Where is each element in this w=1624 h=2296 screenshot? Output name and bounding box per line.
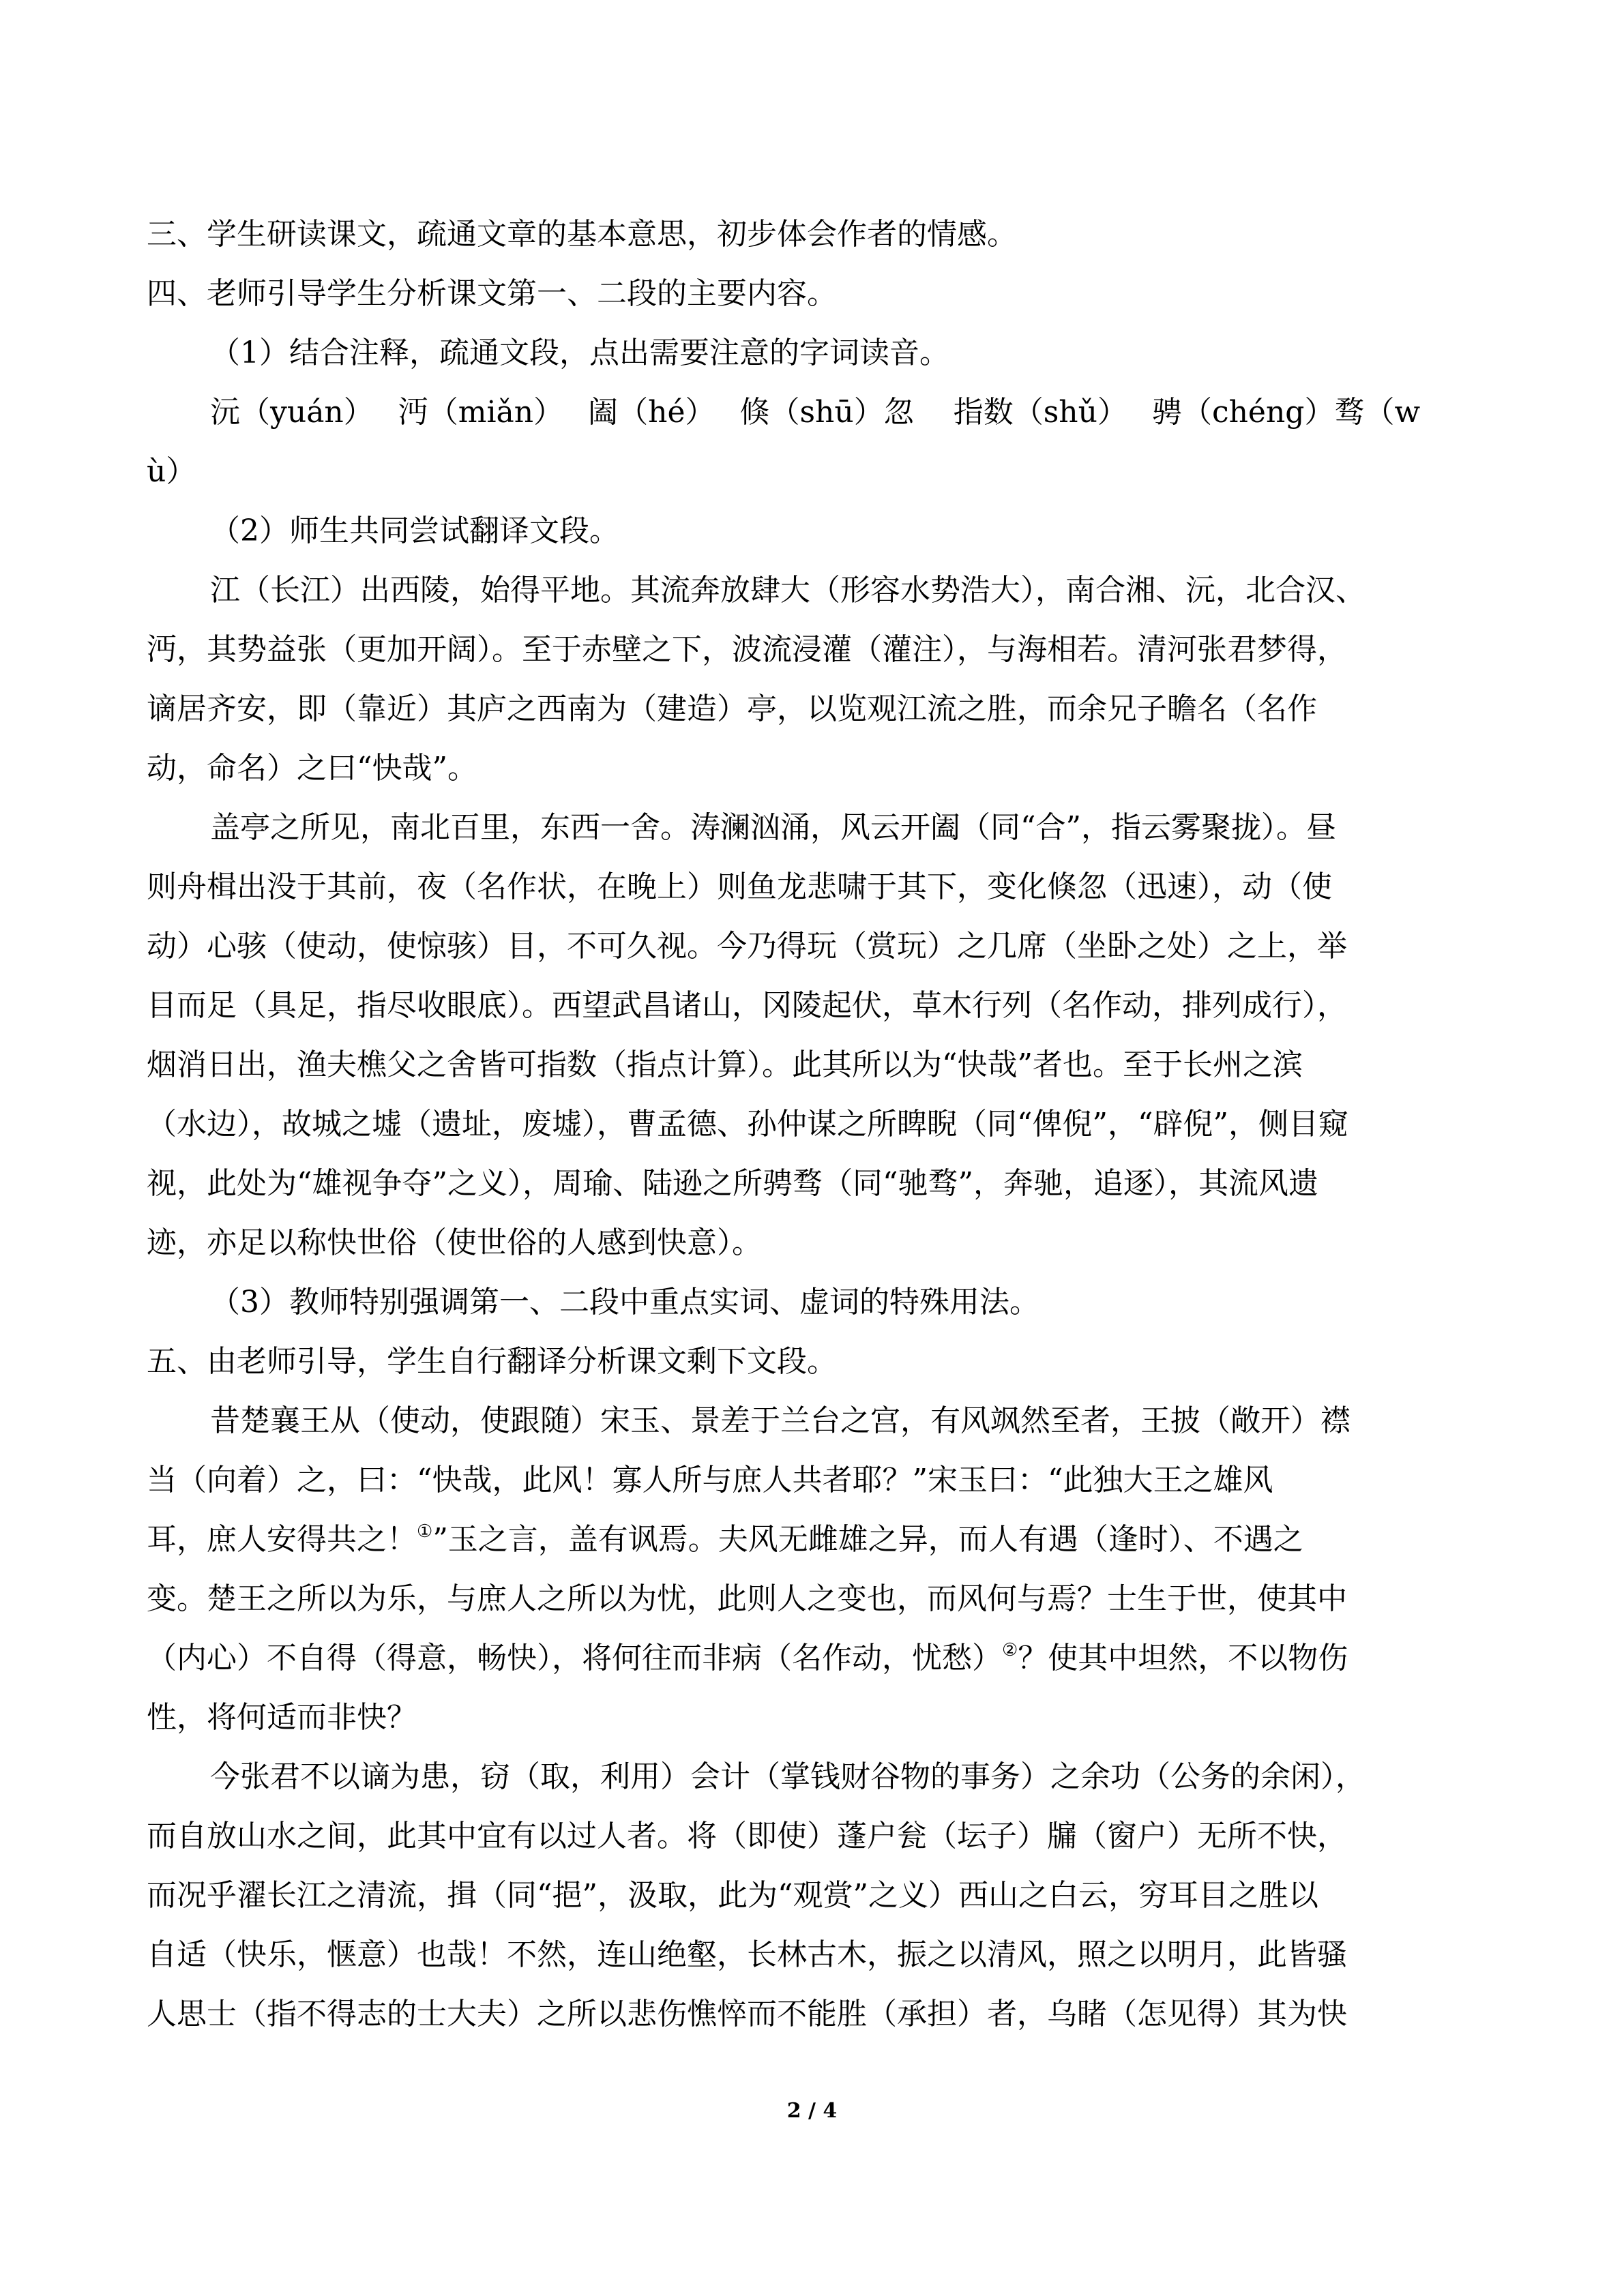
line-text: ù）	[147, 454, 196, 489]
line-text: 而自放山水之间，此其中宜有以过人者。将（即使）蓬户瓮（坛子）牖（窗户）无所不快，	[147, 1819, 1347, 1853]
text-line	[147, 1984, 1480, 2044]
line-text: 五、由老师引导，学生自行翻译分析课文剩下文段。	[147, 1344, 837, 1379]
line-text: 则舟楫出没于其前，夜（名作状，在晚上）则鱼龙悲啸于其下，变化倏忽（迅速），动（使	[147, 869, 1332, 904]
text-line	[147, 323, 1480, 383]
line-text: 迹，亦足以称快世俗（使世俗的人感到快意）。	[147, 1225, 762, 1260]
text-line	[147, 501, 1480, 561]
text-line	[147, 264, 1480, 323]
line-text: 沅（yuán） 沔（miǎn） 阖（hé） 倏（shū）忽 指数（shǔ） 骋（chéng）骛（w	[210, 395, 1421, 430]
text-line	[147, 383, 1480, 442]
text-line	[147, 679, 1480, 739]
line-text: 江（长江）出西陵，始得平地。其流奔放肆大（形容水势浩大），南合湘、沅，北合汉、	[210, 573, 1365, 608]
line-text: （3）教师特别强调第一、二段中重点实词、虚词的特殊用法。	[210, 1285, 1039, 1320]
line-text: 人思士（指不得志的士大夫）之所以悲伤憔悴而不能胜（承担）者，乌睹（怎见得）其为快	[147, 1997, 1347, 2031]
text-line	[147, 916, 1480, 976]
text-line	[147, 1154, 1480, 1213]
line-text: 烟消日出，渔夫樵父之舍皆可指数（指点计算）。此其所以为“快哉”者也。至于长州之滨	[147, 1047, 1303, 1082]
text-line	[147, 1688, 1480, 1747]
text-line	[147, 976, 1480, 1035]
document-body	[147, 205, 1480, 2044]
line-text: 目而足（具足，指尽收眼底）。西望武昌诸山，冈陵起伏，草木行列（名作动，排列成行），	[147, 988, 1347, 1023]
line-text: 四、老师引导学生分析课文第一、二段的主要内容。	[147, 276, 837, 311]
text-line	[147, 1450, 1480, 1510]
line-text: 耳，庶人安得共之！	[147, 1522, 417, 1557]
line-text: 谪居齐安，即（靠近）其庐之西南为（建造）亭，以览观江流之胜，而余兄子瞻名（名作	[147, 691, 1317, 726]
text-line	[147, 1925, 1480, 1984]
line-text-continued: ”玉之言，盖有讽焉。夫风无雌雄之异，而人有遇（逢时）、不遇之	[432, 1522, 1303, 1557]
text-line	[147, 205, 1480, 264]
line-text-continued: ？使其中坦然，不以物伤	[1018, 1641, 1348, 1675]
line-text: 而况乎濯长江之清流，揖（同“挹”，汲取，此为“观赏”之义）西山之白云，穷耳目之胜以	[147, 1878, 1318, 1913]
line-text: 动，命名）之曰“快哉”。	[147, 751, 477, 786]
text-line	[147, 1035, 1480, 1094]
text-line	[147, 1569, 1480, 1628]
line-text: 自适（快乐，惬意）也哉！不然，连山绝壑，长林古木，振之以清风，照之以明月，此皆骚	[147, 1937, 1347, 1972]
text-line	[147, 561, 1480, 620]
line-text: 昔楚襄王从（使动，使跟随）宋玉、景差于兰台之宫，有风飒然至者，王披（敞开）襟	[210, 1403, 1350, 1438]
line-text: 动）心骇（使动，使惊骇）目，不可久视。今乃得玩（赏玩）之几席（坐卧之处）之上，举	[147, 929, 1347, 964]
line-text: 三、学生研读课文，疏通文章的基本意思，初步体会作者的情感。	[147, 217, 1017, 252]
line-text: （内心）不自得（得意，畅快），将何往而非病（名作动，忧愁）	[147, 1641, 1002, 1675]
line-text: 今张君不以谪为患，窃（取，利用）会计（掌钱财谷物的事务）之余功（公务的余闲），	[210, 1759, 1365, 1794]
text-line	[147, 1272, 1480, 1332]
text-line	[147, 798, 1480, 857]
text-line	[147, 1628, 1480, 1688]
line-text: （1）结合注释，疏通文段，点出需要注意的字词读音。	[210, 336, 949, 370]
line-text: 视，此处为“雄视争夺”之义），周瑜、陆逊之所骋骛（同“驰骛”，奔驰，追逐），其流风遗	[147, 1166, 1318, 1201]
text-line	[147, 857, 1480, 916]
text-line	[147, 1213, 1480, 1272]
line-text: 盖亭之所见，南北百里，东西一舍。涛澜汹涌，风云开阖（同“合”，指云雾聚拢）。昼	[210, 810, 1336, 845]
line-text: 当（向着）之，曰：“快哉，此风！寡人所与庶人共者耶？”宋玉曰：“此独大王之雄风	[147, 1463, 1273, 1497]
text-line	[147, 1747, 1480, 1806]
text-line	[147, 1806, 1480, 1866]
line-text: 性，将何适而非快？	[147, 1700, 417, 1735]
text-line	[147, 1510, 1480, 1569]
text-line	[147, 739, 1480, 798]
footnote-marker: ②	[1002, 1640, 1018, 1660]
text-line	[147, 1094, 1480, 1154]
line-text: 变。楚王之所以为乐，与庶人之所以为忧，此则人之变也，而风何与焉？士生于世，使其中	[147, 1581, 1347, 1616]
line-text: （水边），故城之墟（遗址，废墟），曹孟德、孙仲谋之所睥睨（同“俾倪”，“辟倪”，侧目窥	[147, 1107, 1348, 1142]
text-line	[147, 442, 1480, 501]
line-text: 沔，其势益张（更加开阔）。至于赤壁之下，波流浸灌（灌注），与海相若。清河张君梦得，	[147, 632, 1347, 667]
page-number: 2 / 4	[786, 2099, 838, 2123]
text-line	[147, 620, 1480, 679]
text-line	[147, 1391, 1480, 1450]
line-text: （2）师生共同尝试翻译文段。	[210, 513, 619, 548]
text-line	[147, 1332, 1480, 1391]
text-line	[147, 1866, 1480, 1925]
footnote-marker: ①	[417, 1521, 433, 1542]
